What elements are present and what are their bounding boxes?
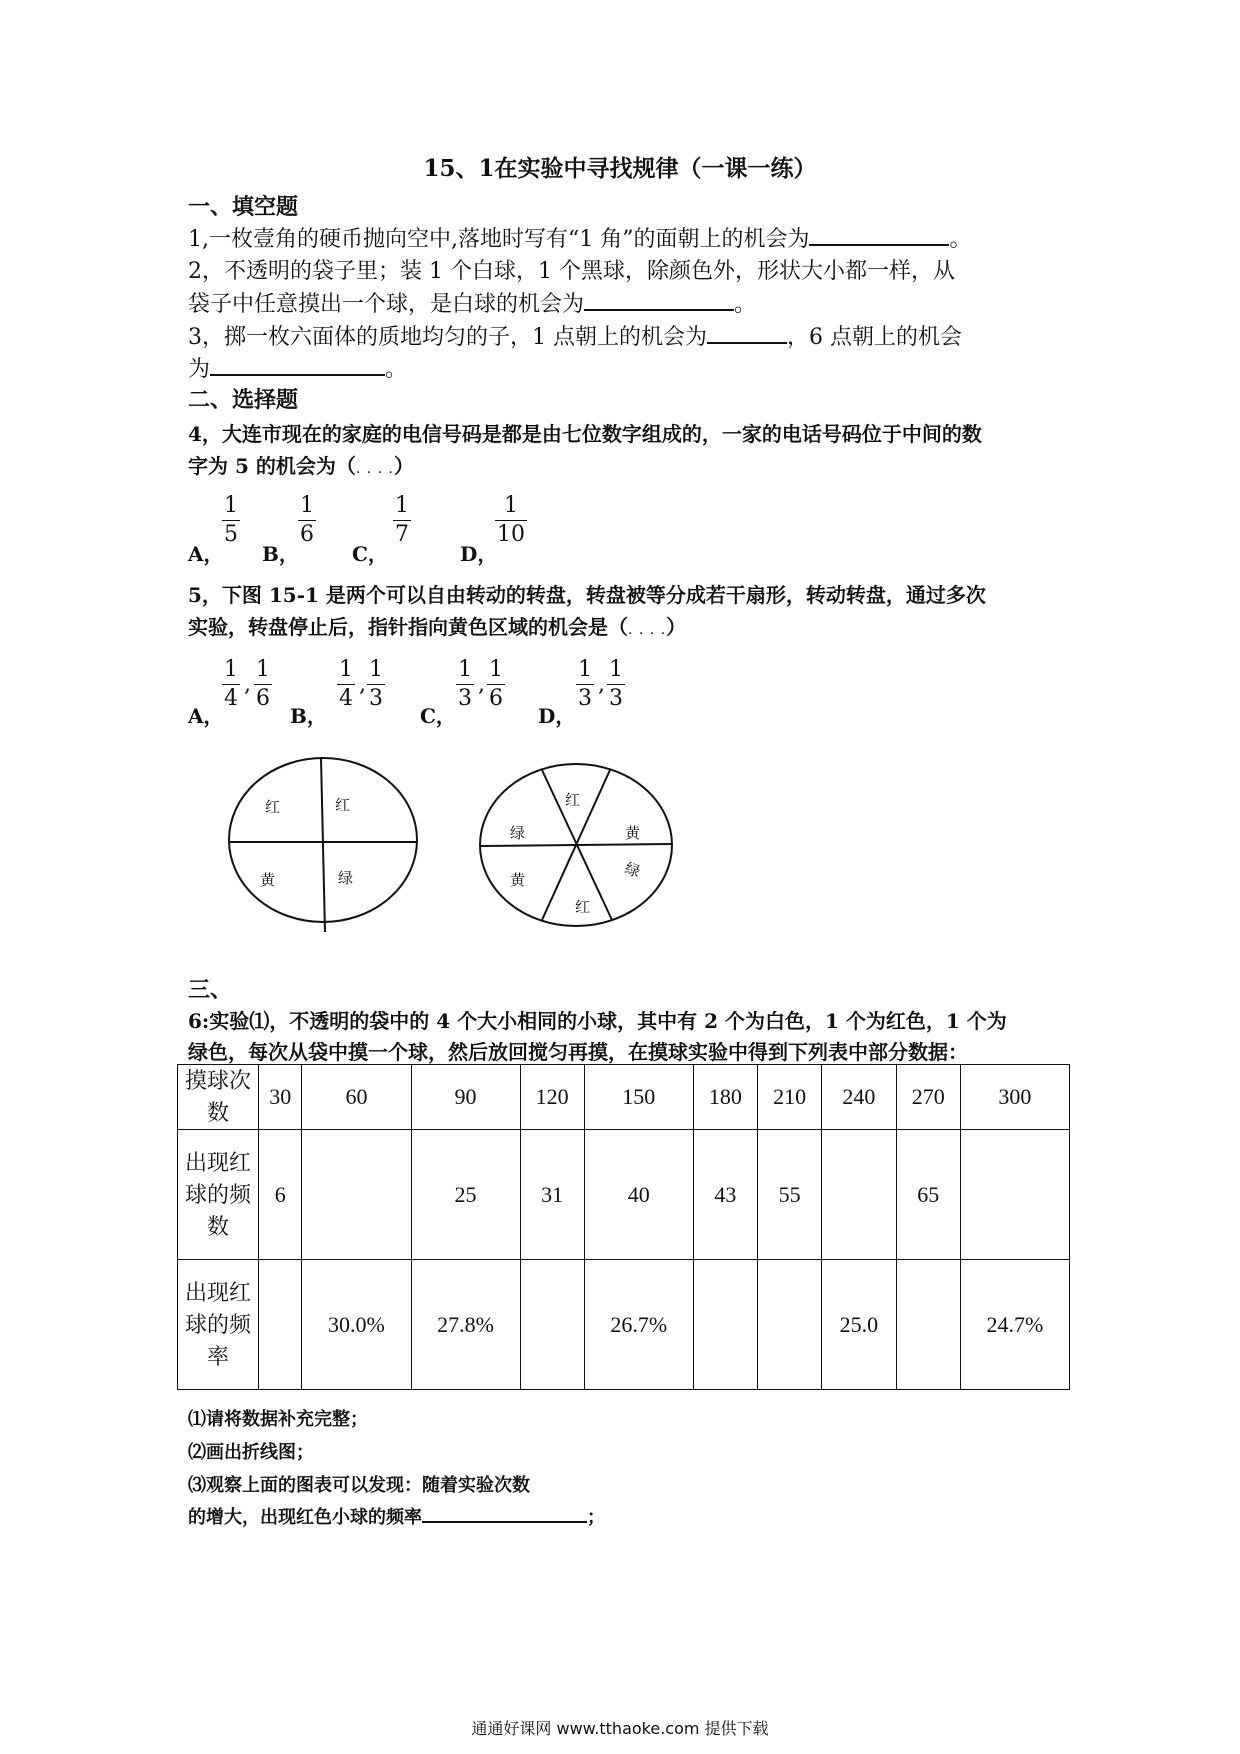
table-cell[interactable] (693, 1260, 757, 1390)
option-c-fraction-1: 1 3 (458, 657, 472, 711)
spinner-1-label: 黄 (260, 871, 276, 889)
option-a-fraction-1: 1 4 (224, 657, 238, 711)
numerator: 1 (395, 493, 409, 518)
table-row (178, 1260, 1070, 1390)
sub-question-3-line-2 (188, 1503, 605, 1529)
question-4-line-1: 4，大连市现在的家庭的电信号码是都是由七位数字组成的，一家的电话号码位于中间的数 (188, 422, 982, 446)
page-title: 15、1在实验中寻找规律（一课一练） (423, 155, 817, 182)
option-b-label: B， (290, 704, 327, 728)
denominator: 6 (300, 522, 314, 547)
table-row (178, 1065, 1070, 1130)
table-cell: 240 (822, 1065, 897, 1130)
section-heading-fill-blank: 一、填空题 (188, 194, 299, 220)
option-b-fraction (298, 495, 316, 546)
table-cell: 43 (693, 1130, 757, 1260)
numerator: 1 (224, 493, 238, 518)
sub-question-3-line-1: ⑶观察上面的图表可以发现：随着实验次数 (188, 1475, 530, 1496)
comma: , (244, 672, 251, 697)
table-cell[interactable] (302, 1130, 411, 1260)
numerator: 1 (300, 493, 314, 518)
option-d-label: D， (460, 542, 498, 566)
table-cell: 26.7% (584, 1260, 693, 1390)
question-3-text: 为 (188, 357, 211, 382)
sub-question-1: ⑴请将数据补充完整； (188, 1409, 368, 1430)
table-cell: 180 (693, 1065, 757, 1130)
spinner-2-label: 黄 (625, 824, 641, 842)
table-cell: 65 (896, 1130, 960, 1260)
answer-blank[interactable] (809, 224, 949, 246)
option-b-label: B， (262, 542, 299, 566)
punctuation: ； (587, 1507, 605, 1528)
table-cell: 30 (259, 1065, 302, 1130)
table-row (178, 1130, 1070, 1260)
option-a-label: A， (188, 542, 224, 566)
question-5-text: 实验，转盘停止后，指针指向黄色区域的机会是（ (188, 615, 628, 639)
comma: , (359, 672, 366, 697)
punctuation: 。 (734, 292, 757, 317)
question-2-line-1: 2，不透明的袋子里；装 1 个白球，1 个黑球，除颜色外，形状大小都一样，从 (188, 259, 955, 284)
table-cell: 90 (411, 1065, 520, 1130)
row-header: 出现红球的频数 (178, 1130, 259, 1260)
table-cell: 25 (411, 1130, 520, 1260)
spinner-1-label: 红 (335, 796, 351, 814)
footer-text: 通通好课网 www.tthaoke.com 提供下载 (471, 1719, 769, 1738)
paren-close: ） (394, 454, 414, 478)
option-d-label: D， (538, 704, 576, 728)
option-a-label: A， (188, 704, 224, 728)
question-6-line-2: 绿色，每次从袋中摸一个球，然后放回搅匀再摸，在摸球实验中得到下列表中部分数据： (188, 1040, 968, 1064)
punctuation: 。 (385, 357, 408, 382)
question-6-line-1: 6:实验⑴，不透明的袋中的 4 个大小相同的小球，其中有 2 个为白色，1 个为红色，1 个为 (188, 1009, 1007, 1033)
question-2-text: 袋子中任意摸出一个球，是白球的机会为 (188, 292, 585, 317)
table-cell: 210 (758, 1065, 822, 1130)
spinner-2-label: 红 (565, 791, 581, 809)
table-cell: 270 (896, 1065, 960, 1130)
option-b-fraction-1: 1 4 (339, 657, 353, 711)
table-cell[interactable] (259, 1260, 302, 1390)
spinner-1 (229, 758, 417, 932)
table-cell: 30.0% (302, 1260, 411, 1390)
question-3-text: 3，掷一枚六面体的质地均匀的子，1 点朝上的机会为 (188, 325, 707, 350)
paren-close: ） (666, 615, 687, 639)
table-cell: 25.0 (822, 1260, 897, 1390)
question-3-line-1 (188, 320, 962, 351)
table-cell[interactable] (758, 1260, 822, 1390)
spinner-2-label: 绿 (510, 824, 526, 842)
table-cell[interactable] (896, 1260, 960, 1390)
option-a-fraction (222, 495, 240, 546)
section-heading-choice: 二、选择题 (188, 387, 299, 413)
table-cell: 27.8% (411, 1260, 520, 1390)
option-b-fraction-2: 1 3 (369, 657, 383, 711)
data-table (177, 1064, 1070, 1390)
option-c-label: C， (352, 542, 388, 566)
table-cell: 6 (259, 1130, 302, 1260)
answer-blank[interactable] (584, 289, 734, 311)
table-cell: 40 (584, 1130, 693, 1260)
spinners-figure (220, 750, 770, 940)
spinner-2-label: 红 (575, 898, 591, 916)
numerator: 1 (504, 493, 518, 518)
option-d-fraction-1: 1 3 (578, 657, 592, 711)
question-4-text: 字为 5 的机会为（ (188, 454, 356, 478)
answer-blank[interactable] (707, 322, 787, 344)
answer-slot[interactable]: . . . . (355, 461, 394, 477)
sub-question-2: ⑵画出折线图； (188, 1442, 314, 1463)
table-cell: 55 (758, 1130, 822, 1260)
option-c-label: C， (420, 704, 456, 728)
denominator: 5 (224, 522, 238, 547)
table-cell: 24.7% (960, 1260, 1069, 1390)
spinner-1-label: 绿 (338, 869, 354, 887)
option-d-fraction (495, 495, 527, 546)
answer-blank[interactable] (210, 354, 385, 376)
table-cell: 60 (302, 1065, 411, 1130)
comma: , (598, 672, 605, 697)
table-cell[interactable] (520, 1260, 584, 1390)
denominator: 10 (497, 522, 525, 547)
spinner-2-label: 绿 (622, 859, 643, 882)
table-cell: 120 (520, 1065, 584, 1130)
spinner-1-label: 红 (265, 798, 281, 816)
spinner-2 (480, 764, 672, 926)
question-1 (188, 222, 972, 253)
comma: , (478, 672, 485, 697)
question-1-text: 1,一枚壹角的硬币抛向空中,落地时写有“1 角”的面朝上的机会为 (188, 227, 810, 252)
answer-slot[interactable]: . . . . (628, 622, 667, 638)
question-3-line-2 (188, 352, 407, 383)
question-4-line-2 (188, 450, 414, 479)
punctuation: 。 (949, 227, 972, 252)
option-a-fraction-2: 1 6 (256, 657, 270, 711)
question-2-line-2 (188, 287, 756, 318)
denominator: 7 (395, 522, 409, 547)
table-cell[interactable] (822, 1130, 897, 1260)
option-c-fraction (393, 495, 411, 546)
row-header: 出现红球的频率 (178, 1260, 259, 1390)
table-cell[interactable] (960, 1130, 1069, 1260)
section-heading-3: 三、 (188, 977, 233, 1003)
question-5-line-1: 5，下图 15-1 是两个可以自由转动的转盘，转盘被等分成若干扇形，转动转盘，通过多次 (188, 583, 986, 607)
table-cell: 31 (520, 1130, 584, 1260)
spinner-2-label: 黄 (510, 871, 526, 889)
option-c-fraction-2: 1 6 (489, 657, 503, 711)
option-d-fraction-2: 1 3 (609, 657, 623, 711)
question-3-text-cont: ，6 点朝上的机会 (787, 325, 962, 350)
question-5-line-2 (188, 611, 686, 640)
sub-question-3-text: 的增大，出现红色小球的频率 (188, 1507, 422, 1528)
table-cell: 300 (960, 1065, 1069, 1130)
row-header: 摸球次数 (178, 1065, 259, 1130)
answer-blank[interactable] (422, 1503, 587, 1523)
table-cell: 150 (584, 1065, 693, 1130)
